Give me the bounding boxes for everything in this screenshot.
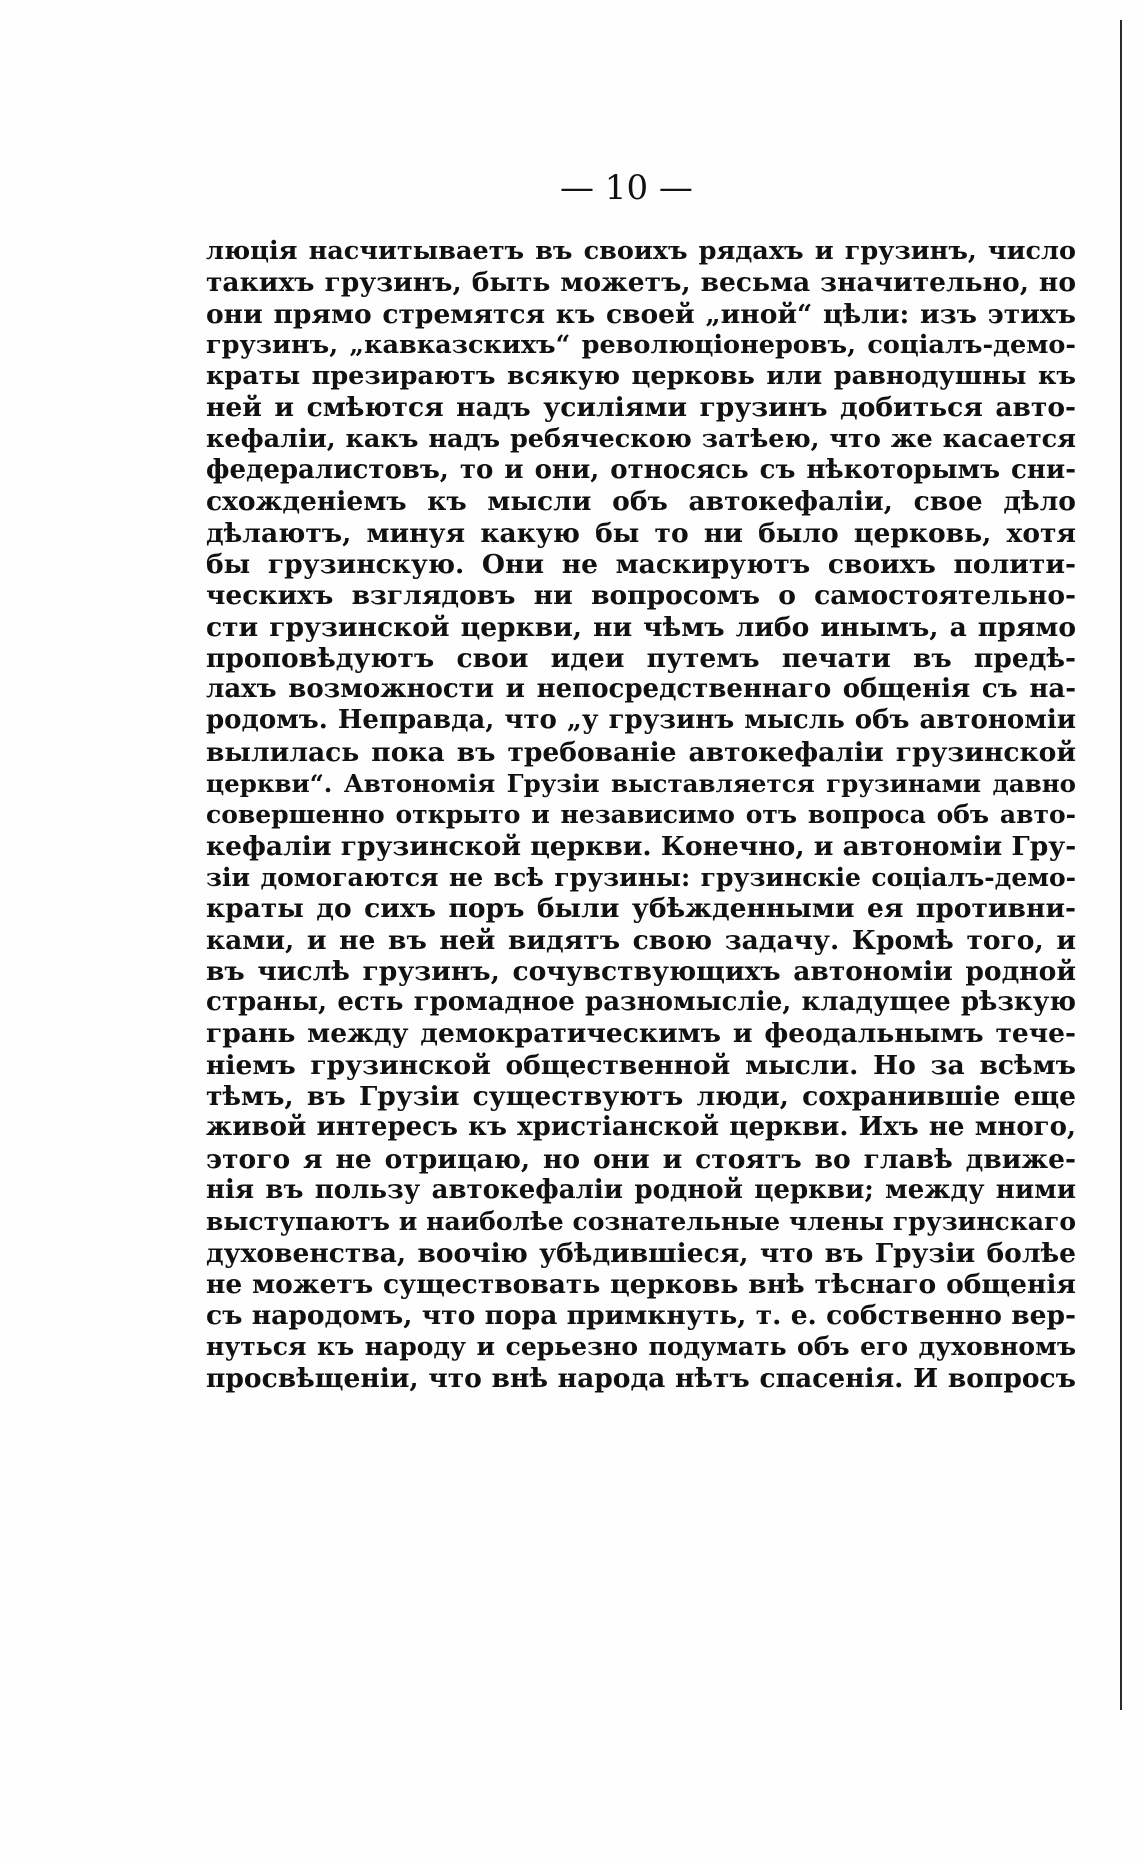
text-line: схожденіемъ къ мысли объ автокефаліи, свое дѣло — [206, 486, 1076, 518]
text-line: они прямо стремятся къ своей „иной“ цѣли: изъ этихъ — [206, 298, 1076, 330]
text-line: нія въ пользу автокефаліи родной церкви; между ними — [206, 1174, 1076, 1205]
text-line: сти грузинской церкви, ни чѣмъ либо инымъ, а прямо — [206, 611, 1076, 643]
text-line: люція насчитываетъ въ своихъ рядахъ и грузинъ, число — [206, 236, 1076, 266]
text-line: духовенства, воочію убѣдившіеся, что въ Грузіи болѣе — [206, 1237, 1076, 1269]
text-line: зіи домогаются не всѣ грузины: грузинскіе соціалъ-демо- — [206, 862, 1076, 892]
text-line: нуться къ народу и серьезно подумать объ его духовномъ — [206, 1332, 1076, 1362]
text-line: грузинъ, „кавказскихъ“ революціонеровъ, соціалъ-демо- — [206, 329, 1076, 360]
text-line: не можетъ существовать церковь внѣ тѣснаго общенія — [206, 1268, 1076, 1300]
text-line: грань между демократическимъ и феодальнымъ тече- — [206, 1018, 1076, 1050]
text-line: вылилась пока въ требованіе автокефаліи грузинской — [206, 736, 1076, 768]
text-line: церкви“. Автономія Грузіи выставляется грузинами давно — [206, 769, 1076, 799]
text-line: страны, есть громадное разномысліе, кладущее рѣзкую — [206, 987, 1076, 1018]
page-edge-line — [1120, 20, 1122, 1710]
text-line: родомъ. Неправда, что „у грузинъ мысль объ автономіи — [206, 705, 1076, 736]
text-line: ками, и не въ ней видятъ свою задачу. Кромѣ того, и — [206, 924, 1076, 956]
text-line: кефаліи грузинской церкви. Конечно, и автономіи Гру- — [206, 830, 1077, 862]
text-line: проповѣдуютъ свои идеи путемъ печати въ предѣ- — [206, 642, 1076, 674]
text-line: кефаліи, какъ надъ ребяческою затѣею, что же касается — [206, 423, 1076, 454]
text-line: живой интересъ къ христіанской церкви. Ихъ не много, — [206, 1112, 1076, 1143]
text-line: такихъ грузинъ, быть можетъ, весьма значительно, но — [206, 267, 1076, 299]
text-line: съ народомъ, что пора примкнуть, т. е. собственно вер- — [206, 1300, 1076, 1332]
text-line: ческихъ взглядовъ ни вопросомъ о самостоятельно- — [206, 580, 1076, 612]
page-number: — 10 — — [560, 168, 693, 208]
text-line: краты до сихъ поръ были убѣжденными ея противни- — [206, 893, 1076, 925]
text-line: просвѣщеніи, что внѣ народа нѣтъ спасенія. И вопросъ — [206, 1362, 1076, 1394]
text-line: въ числѣ грузинъ, сочувствующихъ автономіи родной — [206, 955, 1076, 987]
text-line: федералистовъ, то и они, относясь съ нѣкоторымъ сни- — [206, 455, 1076, 486]
text-line: этого я не отрицаю, но они и стоятъ во главѣ движе- — [206, 1143, 1076, 1175]
text-line: краты презираютъ всякую церковь или равнодушны къ — [206, 361, 1076, 392]
text-line: ней и смѣются надъ усиліями грузинъ добиться авто- — [206, 392, 1076, 424]
text-line: лахъ возможности и непосредственнаго общенія съ на- — [206, 674, 1076, 705]
text-line: тѣмъ, въ Грузіи существуютъ люди, сохранившіе еще — [206, 1081, 1076, 1113]
text-line: бы грузинскую. Они не маскируютъ своихъ полити- — [206, 548, 1076, 580]
text-line: выступаютъ и наиболѣе сознательные члены грузинскаго — [206, 1207, 1076, 1237]
body-text — [206, 236, 1076, 1394]
text-line: совершенно открыто и независимо отъ вопроса объ авто- — [206, 800, 1076, 830]
text-line: ніемъ грузинской общественной мысли. Но за всѣмъ — [206, 1049, 1076, 1081]
text-line: дѣлаютъ, минуя какую бы то ни было церковь, хотя — [206, 517, 1076, 549]
